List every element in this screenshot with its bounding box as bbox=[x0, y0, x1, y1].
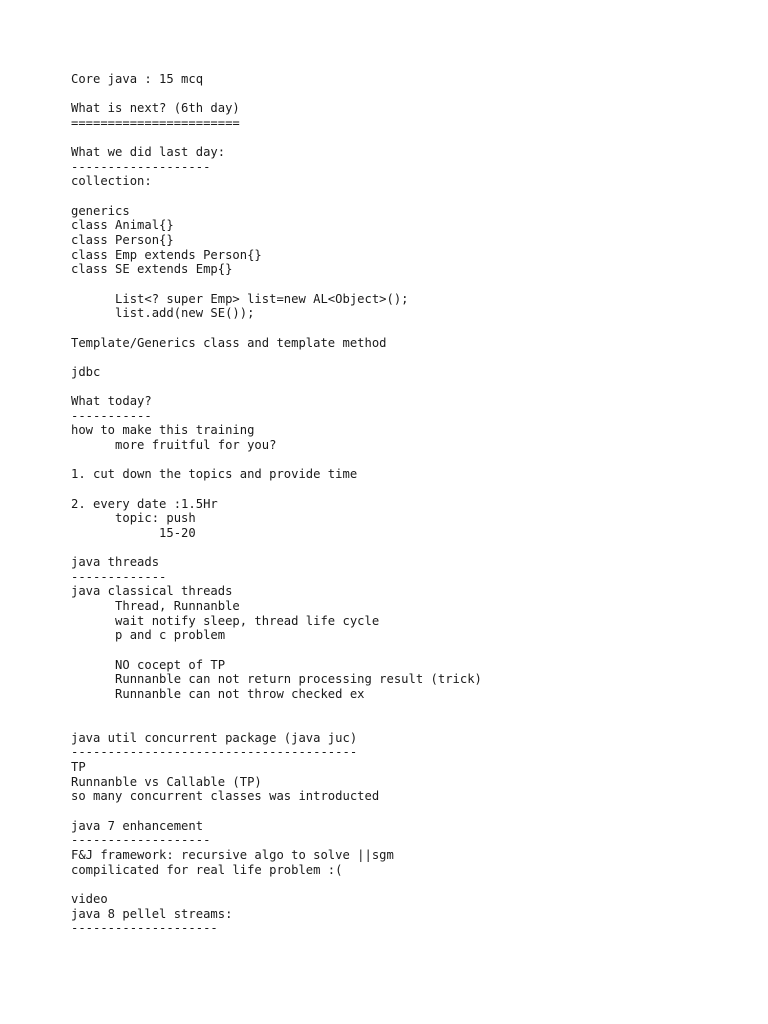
text-line bbox=[71, 716, 751, 731]
text-line: What today? bbox=[71, 394, 152, 409]
text-line bbox=[71, 877, 751, 892]
text-line: NO cocept of TP bbox=[71, 657, 226, 672]
text-line: list.add(new SE()); bbox=[71, 306, 255, 321]
text-line: class SE extends Emp{} bbox=[71, 262, 233, 277]
text-line bbox=[71, 643, 751, 658]
text-line: ======================= bbox=[71, 115, 240, 130]
text-line: java classical threads bbox=[71, 584, 233, 599]
text-line bbox=[71, 541, 751, 556]
text-line: java 7 enhancement bbox=[71, 818, 204, 833]
text-line bbox=[71, 482, 751, 497]
text-line: java util concurrent package (java juc) bbox=[71, 730, 358, 745]
text-line: F&J framework: recursive algo to solve ||sgm bbox=[71, 847, 394, 862]
text-line: Runnanble can not throw checked ex bbox=[71, 686, 365, 701]
text-line: -------------------- bbox=[71, 921, 218, 936]
text-line: java threads bbox=[71, 555, 160, 570]
text-line: TP bbox=[71, 760, 86, 775]
text-line: ------------------- bbox=[71, 833, 211, 848]
text-line: wait notify sleep, thread life cycle bbox=[71, 613, 380, 628]
text-line: List<? super Emp> list=new AL<Object>(); bbox=[71, 291, 409, 306]
text-line: collection: bbox=[71, 174, 152, 189]
text-line: video bbox=[71, 891, 108, 906]
text-line bbox=[71, 87, 751, 102]
text-line: compilicated for real life problem :( bbox=[71, 862, 343, 877]
text-line bbox=[71, 131, 751, 146]
text-line: 2. every date :1.5Hr bbox=[71, 496, 218, 511]
text-line: how to make this training bbox=[71, 423, 255, 438]
text-line: What is next? (6th day) bbox=[71, 101, 240, 116]
text-line: Thread, Runnanble bbox=[71, 599, 240, 614]
text-line: class Animal{} bbox=[71, 218, 174, 233]
text-line: ------------- bbox=[71, 569, 167, 584]
text-line: What we did last day: bbox=[71, 145, 226, 160]
document-page bbox=[71, 72, 751, 936]
text-line: more fruitful for you? bbox=[71, 438, 277, 453]
text-line bbox=[71, 804, 751, 819]
text-line bbox=[71, 189, 751, 204]
text-line bbox=[71, 702, 751, 717]
text-line bbox=[71, 379, 751, 394]
text-line: p and c problem bbox=[71, 628, 226, 643]
text-line: 15-20 bbox=[71, 525, 196, 540]
text-line: java 8 pellel streams: bbox=[71, 906, 233, 921]
text-line: class Emp extends Person{} bbox=[71, 247, 262, 262]
text-line bbox=[71, 453, 751, 468]
text-line: so many concurrent classes was introducted bbox=[71, 789, 380, 804]
text-line: 1. cut down the topics and provide time bbox=[71, 467, 358, 482]
text-line: Core java : 15 mcq bbox=[71, 72, 204, 86]
text-line: generics bbox=[71, 203, 130, 218]
text-line: --------------------------------------- bbox=[71, 745, 358, 760]
text-line bbox=[71, 277, 751, 292]
text-line: Runnanble can not return processing result (trick) bbox=[71, 672, 482, 687]
text-line bbox=[71, 350, 751, 365]
text-line: ----------- bbox=[71, 408, 152, 423]
text-line: class Person{} bbox=[71, 233, 174, 248]
text-line: Template/Generics class and template method bbox=[71, 335, 387, 350]
text-line: Runnanble vs Callable (TP) bbox=[71, 774, 262, 789]
text-line: jdbc bbox=[71, 364, 101, 379]
text-line: ------------------- bbox=[71, 159, 211, 174]
text-line bbox=[71, 321, 751, 336]
text-line: topic: push bbox=[71, 511, 196, 526]
